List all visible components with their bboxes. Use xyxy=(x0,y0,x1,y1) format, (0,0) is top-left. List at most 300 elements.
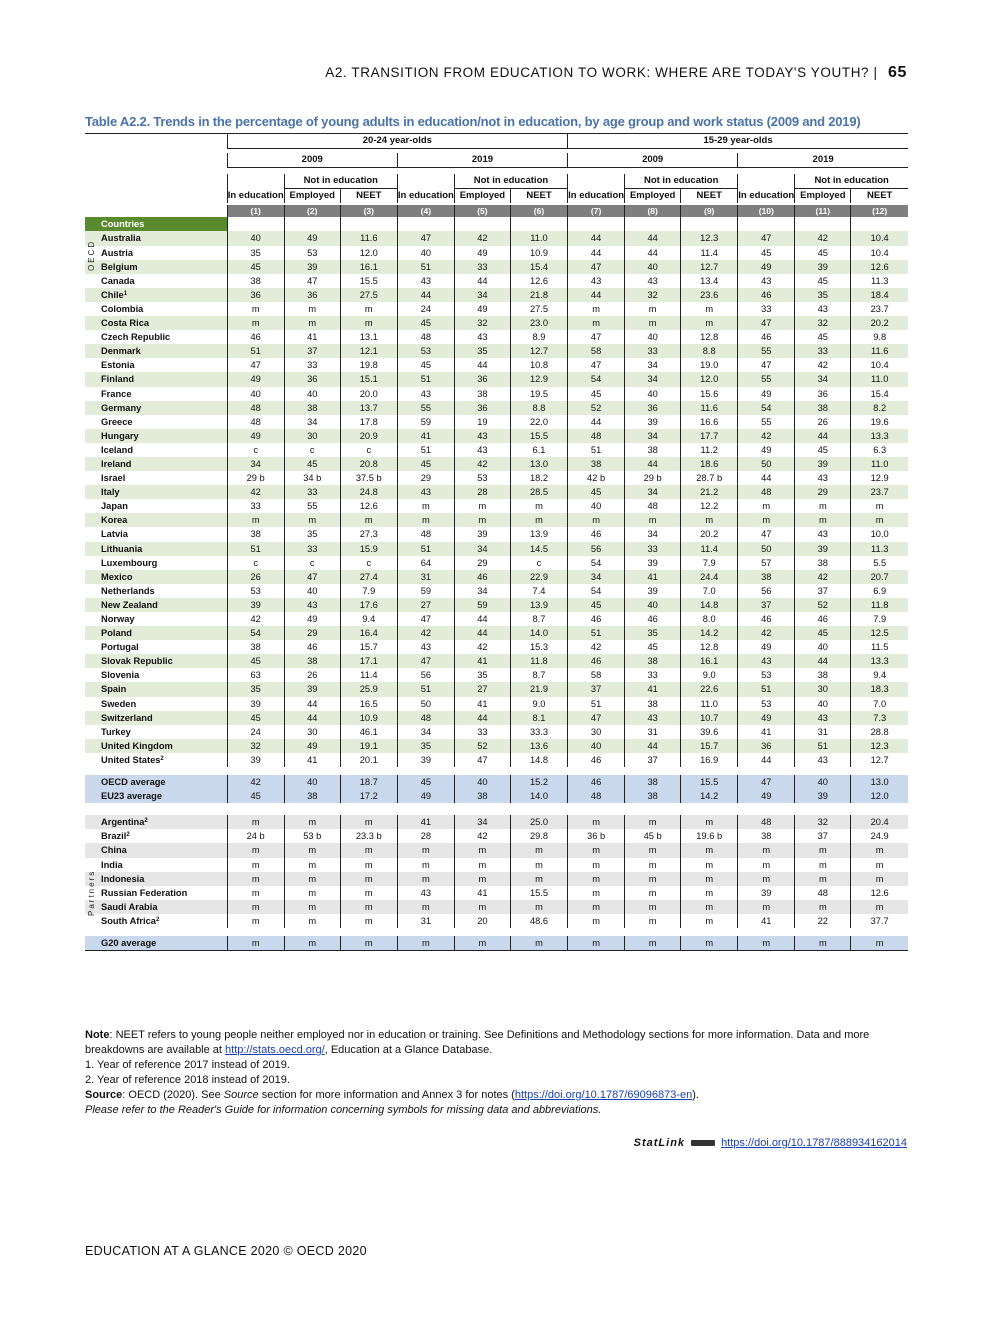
table-cell: 15.3 xyxy=(510,640,567,654)
table-cell: m xyxy=(795,872,851,886)
column-number: (3) xyxy=(340,205,397,217)
table-cell: 33 xyxy=(625,542,681,556)
table-cell: 31 xyxy=(397,914,454,928)
table-row xyxy=(85,330,908,344)
table-header xyxy=(85,134,908,218)
table-cell: 51 xyxy=(568,443,625,457)
table-cell: 38 xyxy=(738,829,795,843)
column-number: (5) xyxy=(454,205,510,217)
table-cell: 39 xyxy=(738,886,795,900)
table-cell: 22.6 xyxy=(681,682,738,696)
table-cell: m xyxy=(340,936,397,951)
table-cell: 39 xyxy=(227,753,284,767)
in-education-header: In education xyxy=(568,174,625,203)
table-cell: 47 xyxy=(284,274,340,288)
table-cell: 30 xyxy=(795,682,851,696)
table-cell: 44 xyxy=(454,711,510,725)
table-cell: 11.0 xyxy=(851,457,908,471)
table-cell: 27 xyxy=(454,682,510,696)
footnote-marker: 2 xyxy=(126,832,130,839)
table-cell: 42 xyxy=(227,775,284,789)
country-name xyxy=(85,829,227,843)
table-cell: 40 xyxy=(625,260,681,274)
in-education-header: In education xyxy=(738,174,795,203)
table-cell: 39 xyxy=(227,598,284,612)
country-name xyxy=(85,556,227,570)
table-cell: m xyxy=(568,316,625,330)
table-cell: 8.8 xyxy=(510,401,567,415)
table-cell: 35 xyxy=(454,668,510,682)
table-cell: 41 xyxy=(454,886,510,900)
table-cell: c xyxy=(340,443,397,457)
table-row xyxy=(85,711,908,725)
table-cell: 34 xyxy=(795,372,851,386)
table-row xyxy=(85,668,908,682)
table-row xyxy=(85,626,908,640)
table-cell: 51 xyxy=(227,344,284,358)
table-cell: 43 xyxy=(625,711,681,725)
table-cell: 13.1 xyxy=(340,330,397,344)
table-cell: 12.6 xyxy=(851,886,908,900)
employed-header: Employed xyxy=(795,189,851,204)
table-cell: 45 xyxy=(568,387,625,401)
table-cell: 38 xyxy=(795,668,851,682)
table-cell: 12.6 xyxy=(851,260,908,274)
table-cell: 31 xyxy=(625,725,681,739)
country-name xyxy=(85,775,227,789)
table-cell: 47 xyxy=(284,570,340,584)
table-cell: 38 xyxy=(227,274,284,288)
table-cell: 43 xyxy=(795,527,851,541)
country-label: Ireland xyxy=(101,458,132,469)
table-cell: 19.5 xyxy=(510,387,567,401)
table-cell: 49 xyxy=(397,789,454,803)
table-cell: 42 xyxy=(738,429,795,443)
table-row xyxy=(85,358,908,372)
table-cell: 39 xyxy=(795,542,851,556)
country-label: Japan xyxy=(101,501,128,512)
countries-label: Countries xyxy=(85,217,227,231)
table-cell: 35 xyxy=(284,527,340,541)
countries-header-row xyxy=(85,217,908,231)
table-cell: m xyxy=(340,513,397,527)
table-cell: 12.3 xyxy=(681,231,738,245)
table-cell: 37 xyxy=(568,682,625,696)
table-cell: 45 xyxy=(397,358,454,372)
table-cell: 51 xyxy=(397,372,454,386)
table-cell: 34 xyxy=(568,570,625,584)
table-row xyxy=(85,640,908,654)
table-cell: 51 xyxy=(227,542,284,556)
country-name xyxy=(85,725,227,739)
table-cell: 15.7 xyxy=(681,739,738,753)
table-cell: m xyxy=(568,858,625,872)
table-cell: 15.4 xyxy=(510,260,567,274)
country-label: Mexico xyxy=(101,571,133,582)
table-row xyxy=(85,260,908,274)
table-cell: 56 xyxy=(738,584,795,598)
country-label: Denmark xyxy=(101,346,141,357)
table-cell: 8.2 xyxy=(851,401,908,415)
table-cell: m xyxy=(454,872,510,886)
table-cell: 45 xyxy=(795,274,851,288)
table-cell: 15.5 xyxy=(340,274,397,288)
table-cell: m xyxy=(851,843,908,857)
table-cell: 18.2 xyxy=(510,471,567,485)
table-cell: c xyxy=(340,556,397,570)
table-cell: 24.9 xyxy=(851,829,908,843)
table-cell: 47 xyxy=(738,775,795,789)
table-cell: m xyxy=(738,936,795,951)
table-cell: 7.4 xyxy=(510,584,567,598)
table-cell: 16.5 xyxy=(340,697,397,711)
table-cell: 38 xyxy=(284,789,340,803)
table-cell: m xyxy=(568,843,625,857)
table-cell: 46 xyxy=(284,640,340,654)
table-cell: 47 xyxy=(738,316,795,330)
table-cell: 45 b xyxy=(625,829,681,843)
neet-header: NEET xyxy=(510,189,567,204)
table-cell: 40 xyxy=(454,775,510,789)
table-cell: m xyxy=(625,316,681,330)
country-label: Lithuania xyxy=(101,543,143,554)
table-cell: 23.0 xyxy=(510,316,567,330)
table-cell: 38 xyxy=(227,640,284,654)
table-cell: 15.7 xyxy=(340,640,397,654)
table-cell: m xyxy=(625,302,681,316)
header-separator: | xyxy=(873,65,878,80)
table-cell: 48 xyxy=(397,711,454,725)
table-cell: 15.6 xyxy=(681,387,738,401)
table-cell: m xyxy=(625,513,681,527)
country-label: Estonia xyxy=(101,360,135,371)
country-name xyxy=(85,872,227,886)
page-footer: EDUCATION AT A GLANCE 2020 © OECD 2020 xyxy=(85,1244,367,1258)
table-cell: m xyxy=(284,886,340,900)
table-cell: m xyxy=(681,900,738,914)
table-cell: 44 xyxy=(454,626,510,640)
table-cell: 9.0 xyxy=(510,697,567,711)
table-cell: 43 xyxy=(454,330,510,344)
table-cell: 12.5 xyxy=(851,626,908,640)
table-cell: m xyxy=(681,302,738,316)
table-cell: 45 xyxy=(795,443,851,457)
country-name xyxy=(85,401,227,415)
country-name xyxy=(85,302,227,316)
table-cell: 11.6 xyxy=(681,401,738,415)
table-cell: 9.0 xyxy=(681,668,738,682)
table-row xyxy=(85,387,908,401)
table-row xyxy=(85,485,908,499)
table-cell: 49 xyxy=(454,246,510,260)
table-cell: 34 xyxy=(625,358,681,372)
table-cell: m xyxy=(454,900,510,914)
table-cell: 37 xyxy=(795,829,851,843)
table-cell: 28.5 xyxy=(510,485,567,499)
table-cell: 51 xyxy=(738,682,795,696)
table-cell: 13.4 xyxy=(681,274,738,288)
table-cell: m xyxy=(795,858,851,872)
country-name xyxy=(85,697,227,711)
table-cell: 21.2 xyxy=(681,485,738,499)
table-cell: 42 xyxy=(795,231,851,245)
table-cell: 15.4 xyxy=(851,387,908,401)
not-in-education-header: Not in education xyxy=(284,174,397,189)
table-cell: 49 xyxy=(738,640,795,654)
column-number: (2) xyxy=(284,205,340,217)
table-cell: 16.6 xyxy=(681,415,738,429)
table-cell: 41 xyxy=(738,725,795,739)
table-cell: 10.9 xyxy=(510,246,567,260)
table-cell: 41 xyxy=(284,753,340,767)
country-label: Latvia xyxy=(101,529,128,540)
table-cell: 37 xyxy=(284,344,340,358)
table-cell: m xyxy=(510,843,567,857)
table-cell: 45 xyxy=(227,789,284,803)
year-header: 2019 xyxy=(738,153,908,168)
table-cell: m xyxy=(340,886,397,900)
table-cell: 41 xyxy=(625,570,681,584)
note-after: , Education at a Glance Database. xyxy=(324,1044,493,1056)
table-cell: 26 xyxy=(795,415,851,429)
table-cell: 13.9 xyxy=(510,598,567,612)
table-cell: 43 xyxy=(454,429,510,443)
table-cell: 54 xyxy=(568,372,625,386)
table-cell: m xyxy=(284,936,340,951)
table-cell: 51 xyxy=(795,739,851,753)
table-cell: 45 xyxy=(795,626,851,640)
table-cell: 39 xyxy=(795,260,851,274)
table-cell: 10.8 xyxy=(510,358,567,372)
table-cell: 49 xyxy=(738,443,795,457)
statlink-url[interactable]: https://doi.org/10.1787/888934162014 xyxy=(721,1137,907,1149)
table-cell: m xyxy=(568,302,625,316)
country-label: Finland xyxy=(101,374,135,385)
table-cell: 23.3 b xyxy=(340,829,397,843)
table-cell: 34 xyxy=(397,725,454,739)
table-cell: 27.4 xyxy=(340,570,397,584)
table-cell: m xyxy=(454,513,510,527)
country-name xyxy=(85,274,227,288)
column-number: (8) xyxy=(625,205,681,217)
table-row xyxy=(85,527,908,541)
table-cell: 50 xyxy=(738,457,795,471)
source-pre: : OECD (2020). See xyxy=(122,1089,224,1101)
table-cell: 39 xyxy=(227,697,284,711)
table-cell: 46 xyxy=(568,527,625,541)
table-cell: 18.3 xyxy=(851,682,908,696)
table-cell: 20.2 xyxy=(681,527,738,541)
table-cell: m xyxy=(397,843,454,857)
table-cell: 59 xyxy=(397,584,454,598)
table-cell: 40 xyxy=(397,246,454,260)
year-header: 2019 xyxy=(397,153,567,168)
table-cell: 9.4 xyxy=(340,612,397,626)
table-cell: m xyxy=(284,513,340,527)
country-name xyxy=(85,260,227,274)
table-cell: 46 xyxy=(625,612,681,626)
table-cell: 46 xyxy=(568,654,625,668)
country-name xyxy=(85,330,227,344)
source-end: ). xyxy=(692,1089,699,1101)
table-cell: 47 xyxy=(568,358,625,372)
stats-link[interactable]: http://stats.oecd.org/ xyxy=(225,1044,325,1056)
column-number: (11) xyxy=(795,205,851,217)
table-row xyxy=(85,513,908,527)
note-text: : NEET refers to young people neither employed nor in education or training. See Definitions and Methodology sections for more information. Data and more breakdowns are available at xyxy=(85,1029,870,1056)
notes xyxy=(85,1028,908,1118)
table-cell: 39 xyxy=(625,584,681,598)
country-label: Israel xyxy=(101,473,126,484)
table-cell: 43 xyxy=(397,274,454,288)
table-cell: 43 xyxy=(397,886,454,900)
table-cell: c xyxy=(227,556,284,570)
table-cell: 33 xyxy=(795,344,851,358)
table-cell: m xyxy=(284,914,340,928)
table-cell: 45 xyxy=(568,485,625,499)
country-label: Norway xyxy=(101,614,135,624)
table-cell: 39 xyxy=(284,260,340,274)
table-cell: 46 xyxy=(227,330,284,344)
table-cell: 12.0 xyxy=(340,246,397,260)
country-label: Canada xyxy=(101,275,135,286)
table-cell: 12.9 xyxy=(510,372,567,386)
country-name xyxy=(85,387,227,401)
table-cell: 43 xyxy=(795,753,851,767)
table-cell: 36 xyxy=(454,401,510,415)
table-cell: 31 xyxy=(397,570,454,584)
neet-header: NEET xyxy=(851,189,908,204)
table-cell: 11.6 xyxy=(851,344,908,358)
country-name xyxy=(85,612,227,626)
table-cell: 38 xyxy=(738,570,795,584)
table-cell: 5.5 xyxy=(851,556,908,570)
table-cell: 22 xyxy=(795,914,851,928)
table-cell: 43 xyxy=(397,640,454,654)
table-cell: 12.8 xyxy=(681,330,738,344)
country-name xyxy=(85,542,227,556)
table-cell: 27 xyxy=(397,598,454,612)
table-cell: 19.0 xyxy=(681,358,738,372)
table-cell: 51 xyxy=(568,697,625,711)
table-cell: 41 xyxy=(738,914,795,928)
country-name xyxy=(85,815,227,829)
column-number: (1) xyxy=(227,205,284,217)
table-cell: 35 xyxy=(625,626,681,640)
table-cell: 32 xyxy=(454,316,510,330)
country-label: G20 average xyxy=(101,937,157,948)
table-cell: 30 xyxy=(284,429,340,443)
table-cell: 44 xyxy=(284,697,340,711)
table-cell: m xyxy=(738,843,795,857)
table-cell: 59 xyxy=(454,598,510,612)
table-cell: 31 xyxy=(795,725,851,739)
not-in-education-header: Not in education xyxy=(454,174,567,189)
table-cell: 45 xyxy=(227,260,284,274)
table-cell: 33 xyxy=(738,302,795,316)
age-group-20-24: 20-24 year-olds xyxy=(227,134,567,149)
table-cell: 19.6 b xyxy=(681,829,738,843)
table-cell: 24.8 xyxy=(340,485,397,499)
table-cell: 44 xyxy=(454,612,510,626)
table-cell: 50 xyxy=(738,542,795,556)
table-cell: 48.6 xyxy=(510,914,567,928)
table-cell: 43 xyxy=(397,485,454,499)
table-cell: 11.2 xyxy=(681,443,738,457)
table-cell: 22.9 xyxy=(510,570,567,584)
table-cell: 11.4 xyxy=(681,542,738,556)
table-cell: 58 xyxy=(568,344,625,358)
column-number: (6) xyxy=(510,205,567,217)
table-cell: m xyxy=(681,815,738,829)
table-cell: m xyxy=(227,513,284,527)
table-cell: 17.8 xyxy=(340,415,397,429)
table-cell: 40 xyxy=(625,387,681,401)
country-label: Luxembourg xyxy=(101,557,158,568)
table-cell: 42 xyxy=(454,457,510,471)
table-cell: m xyxy=(227,858,284,872)
table-cell: m xyxy=(227,843,284,857)
table-cell: 33 xyxy=(454,725,510,739)
table-cell: 53 xyxy=(227,584,284,598)
table-cell: 38 xyxy=(284,401,340,415)
table-cell: 20.2 xyxy=(851,316,908,330)
table-cell: 12.6 xyxy=(510,274,567,288)
country-label: United Kingdom xyxy=(101,740,173,751)
table-cell: 18.4 xyxy=(851,288,908,302)
table-cell: 44 xyxy=(284,711,340,725)
table-row xyxy=(85,288,908,302)
table-cell: 32 xyxy=(227,739,284,753)
country-name xyxy=(85,626,227,640)
table-cell: 40 xyxy=(284,387,340,401)
table-cell: 16.9 xyxy=(681,753,738,767)
table-row xyxy=(85,598,908,612)
table-cell: 11.4 xyxy=(681,246,738,260)
table-cell: 13.0 xyxy=(510,457,567,471)
table-cell: 34 b xyxy=(284,471,340,485)
table-cell: 8.9 xyxy=(510,330,567,344)
table-cell: 49 xyxy=(738,789,795,803)
table-cell: 17.7 xyxy=(681,429,738,443)
table-cell: 13.6 xyxy=(510,739,567,753)
table-cell: 13.3 xyxy=(851,429,908,443)
table-cell: 58 xyxy=(568,668,625,682)
table-row xyxy=(85,753,908,767)
table-cell: 45 xyxy=(795,330,851,344)
table-cell: 36 b xyxy=(568,829,625,843)
table-cell: 41 xyxy=(284,330,340,344)
table-cell: 37.5 b xyxy=(340,471,397,485)
note-paragraph xyxy=(85,1028,908,1058)
table-cell: m xyxy=(227,302,284,316)
table-cell: 37 xyxy=(795,584,851,598)
table-cell: m xyxy=(340,302,397,316)
table-cell: 34 xyxy=(454,815,510,829)
table-cell: 28.8 xyxy=(851,725,908,739)
table-cell: 23.6 xyxy=(681,288,738,302)
table-cell: 17.6 xyxy=(340,598,397,612)
table-cell: m xyxy=(568,872,625,886)
side-label-oecd: OECD xyxy=(87,239,96,271)
table-cell: 15.5 xyxy=(510,429,567,443)
table-cell: m xyxy=(397,513,454,527)
table-cell: 12.7 xyxy=(681,260,738,274)
table-cell: m xyxy=(397,872,454,886)
country-label: OECD average xyxy=(101,777,166,788)
annex-link[interactable]: https://doi.org/10.1787/69096873-en xyxy=(514,1089,693,1101)
not-in-education-header: Not in education xyxy=(625,174,738,189)
